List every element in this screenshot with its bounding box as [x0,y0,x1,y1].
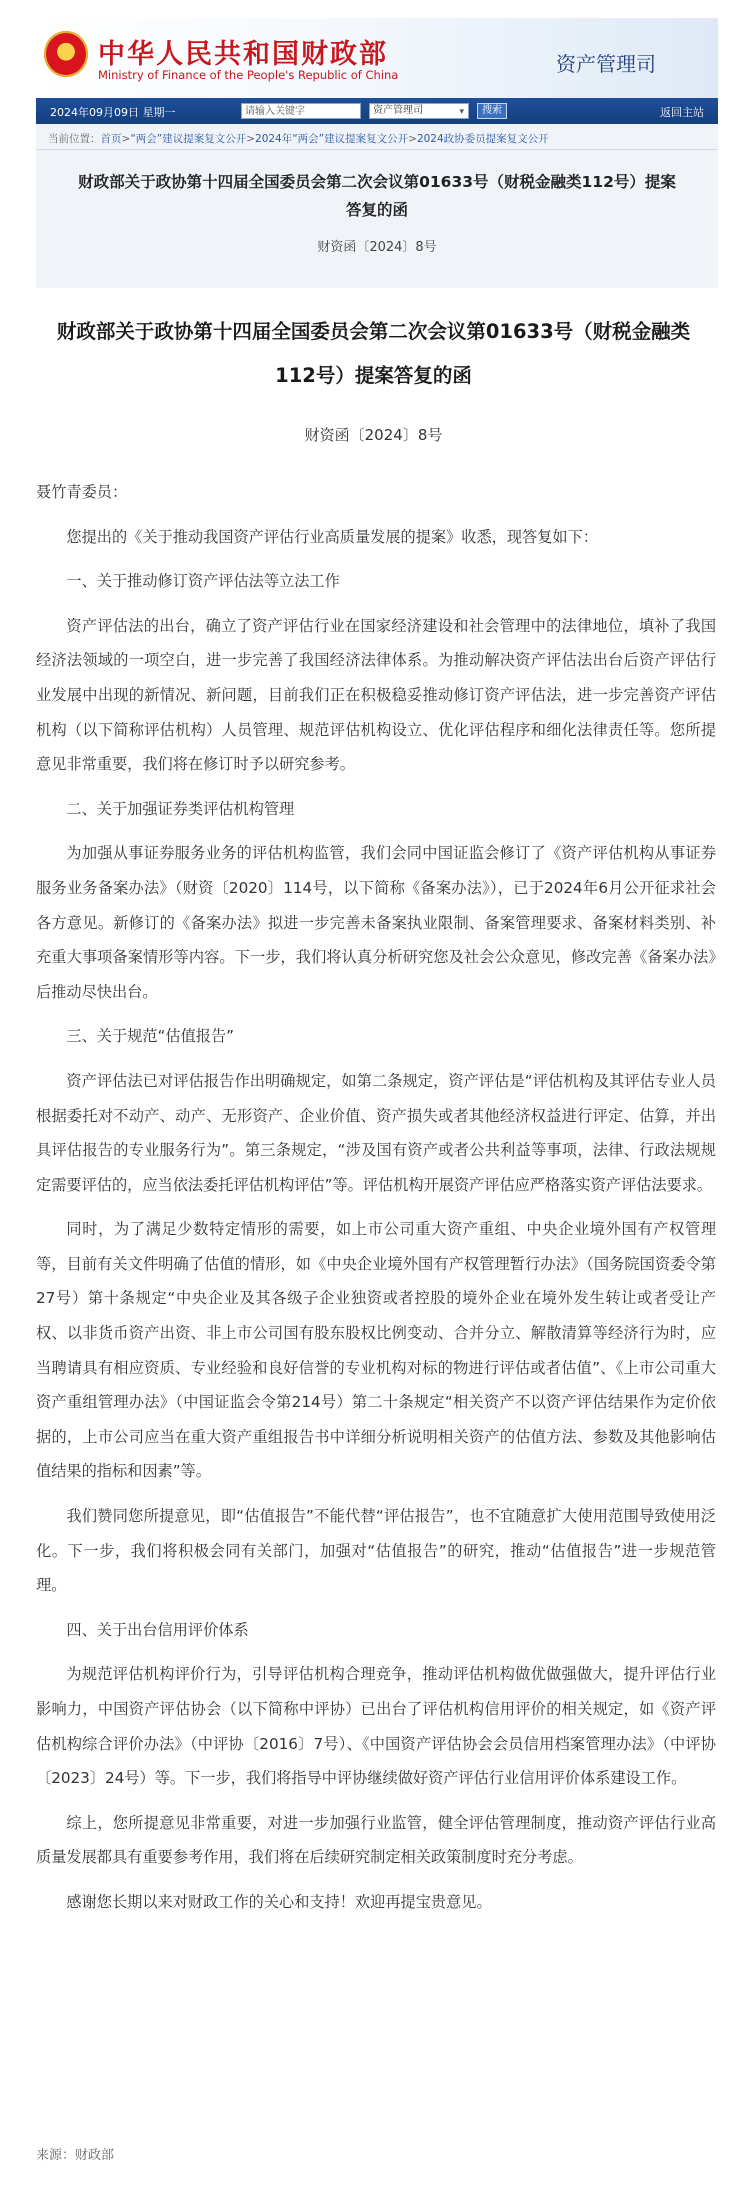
paragraph: 综上，您所提意见非常重要，对进一步加强行业监管，健全评估管理制度，推动资产评估行业高质量发展都具有重要参考作用，我们将在后续研究制定相关政策制度时充分考虑。 [36,1813,716,1867]
site-name-english: Ministry of Finance of the People's Republic of China [98,68,399,82]
section-heading-4: 四、关于出台信用评价体系 [66,1620,249,1639]
site-name[interactable]: 中华人民共和国财政部 [98,39,388,70]
breadcrumb-item-lianghui[interactable]: “两会”建议提案复文公开 [130,133,247,145]
paragraph: 为规范评估机构评价行为，引导评估机构合理竞争，推动评估机构做优做强做大，提升评估行业影响力，中国资产评估协会（以下简称中评协）已出台了评估机构信用评价的相关规定，如《资产评估机构综合评价办法》（中评协〔2016〕7号）、《中国资产评估协会会员信用档案管理办法》（中评协〔2023〕24号）等。下一步，我们将指导中评协继续做好资产评估行业信用评价体系建设工作。 [36,1665,716,1788]
divider [36,149,718,150]
header-doc-number: 财资函〔2024〕8号 [317,240,437,255]
breadcrumb [48,131,549,146]
closing-paragraph: 感谢您长期以来对财政工作的关心和支持！欢迎再提宝贵意见。 [66,1892,492,1911]
search-input[interactable]: 请输入关键字 [241,103,361,119]
paragraph: 资产评估法已对评估报告作出明确规定，如第二条规定，资产评估是“评估机构及其评估专业人员根据委托对不动产、动产、无形资产、企业价值、资产损失或者其他经济权益进行评定、估算，并出具评估报告的专业服务行为”。第三条规定，“涉及国有资产或者公共利益等事项，法律、行政法规规定需要评估的，应当依法委托评估机构评估”等。评估机构开展资产评估应严格落实资产评估法要求。 [36,1071,716,1194]
breadcrumb-separator: > [408,133,417,145]
article-title [40,310,707,398]
paragraph: 为加强从事证券服务业务的评估机构监管，我们会同中国证监会修订了《资产评估机构从事证券服务业务备案办法》（财资〔2020〕114号，以下简称《备案办法》），已于2024年6月公开征求社会各方意见。新修订的《备案办法》拟进一步完善未备案执业限制、备案管理要求、备案材料类别、补充重大事项备案情形等内容。下一步，我们将认真分析研究您及社会公众意见，修改完善《备案办法》后推动尽快出台。 [36,844,716,1001]
chevron-down-icon: ▾ [459,107,464,117]
article-title-line-2: 112号）提案答复的函 [275,364,472,387]
page-header [36,18,718,288]
breadcrumb-prefix: 当前位置： [48,133,101,145]
article-source: 来源：财政部 [36,2148,115,2163]
scope-select-value: 资产管理司 [373,105,423,116]
section-heading-1: 一、关于推动修订资产评估法等立法工作 [66,572,340,591]
paragraph: 我们赞同您所提意见，即“估值报告”不能代替“评估报告”，也不宜随意扩大使用范围导致使用泛化。下一步，我们将积极会同有关部门，加强对“估值报告”的研究，推动“估值报告”进一步规范管理。 [36,1507,716,1595]
national-emblem-icon [44,31,88,77]
site-banner [36,18,718,98]
breadcrumb-item-cppcc-replies[interactable]: 2024政协委员提案复文公开 [416,133,549,145]
section-heading-2: 二、关于加强证券类评估机构管理 [66,799,295,818]
top-nav-bar [36,98,718,124]
salutation: 聂竹青委员： [36,483,128,501]
breadcrumb-separator: > [121,133,131,145]
article-content [36,475,716,1930]
current-date: 2024年09月09日 星期一 [50,106,176,119]
return-home-link[interactable]: 返回主站 [660,106,704,119]
paragraph: 资产评估法的出台，确立了资产评估行业在国家经济建设和社会管理中的法律地位，填补了我国经济法领域的一项空白，进一步完善了我国经济法律体系。为推动解决资产评估法出台后资产评估行业发展中出现的新情况、新问题，目前我们正在积极稳妥推动修订资产评估法，进一步完善资产评估机构（以下简称评估机构）人员管理、规范评估机构设立、优化评估程序和细化法律责任等。您所提意见非常重要，我们将在修订时予以研究参考。 [36,616,716,774]
breadcrumb-separator: > [246,133,256,145]
section-heading-3: 三、关于规范“估值报告” [66,1027,235,1046]
scope-select[interactable] [369,103,469,119]
breadcrumb-item-home[interactable]: 首页 [100,133,122,145]
intro-paragraph: 您提出的《关于推动我国资产评估行业高质量发展的提案》收悉，现答复如下： [66,527,598,546]
header-article-title: 财政部关于政协第十四届全国委员会第二次会议第01633号（财税金融类112号）提案答复的函 [78,173,676,219]
article-title-line-1: 财政部关于政协第十四届全国委员会第二次会议第01633号（财税金融类 [56,320,691,343]
paragraph: 同时，为了满足少数特定情形的需要，如上市公司重大资产重组、中央企业境外国有产权管理等，目前有关文件明确了估值的情形，如《中央企业境外国有产权管理暂行办法》（国务院国资委令第27号）第十条规定“中央企业及其各级子企业独资或者控股的境外企业在境外发生转让或者受让产权、以非货币资产出资、非上市公司国有股东股权比例变动、合并分立、解散清算等经济行为时，应当聘请具有相应资质、专业经验和良好信誉的专业机构对标的物进行评估或者估值”、《上市公司重大资产重组管理办法》（中国证监会令第214号）第二十条规定“相关资产不以资产评估结果作为定价依据的，上市公司应当在重大资产重组报告书中详细分析说明相关资产的估值方法、参数及其他影响估值结果的指标和因素”等。 [36,1220,716,1481]
search-button[interactable]: 搜索 [477,103,507,119]
breadcrumb-item-2024-lianghui[interactable]: 2024年“两会”建议提案复文公开 [255,133,409,145]
department-name: 资产管理司 [556,52,656,76]
article-doc-number: 财资函〔2024〕8号 [304,426,443,444]
